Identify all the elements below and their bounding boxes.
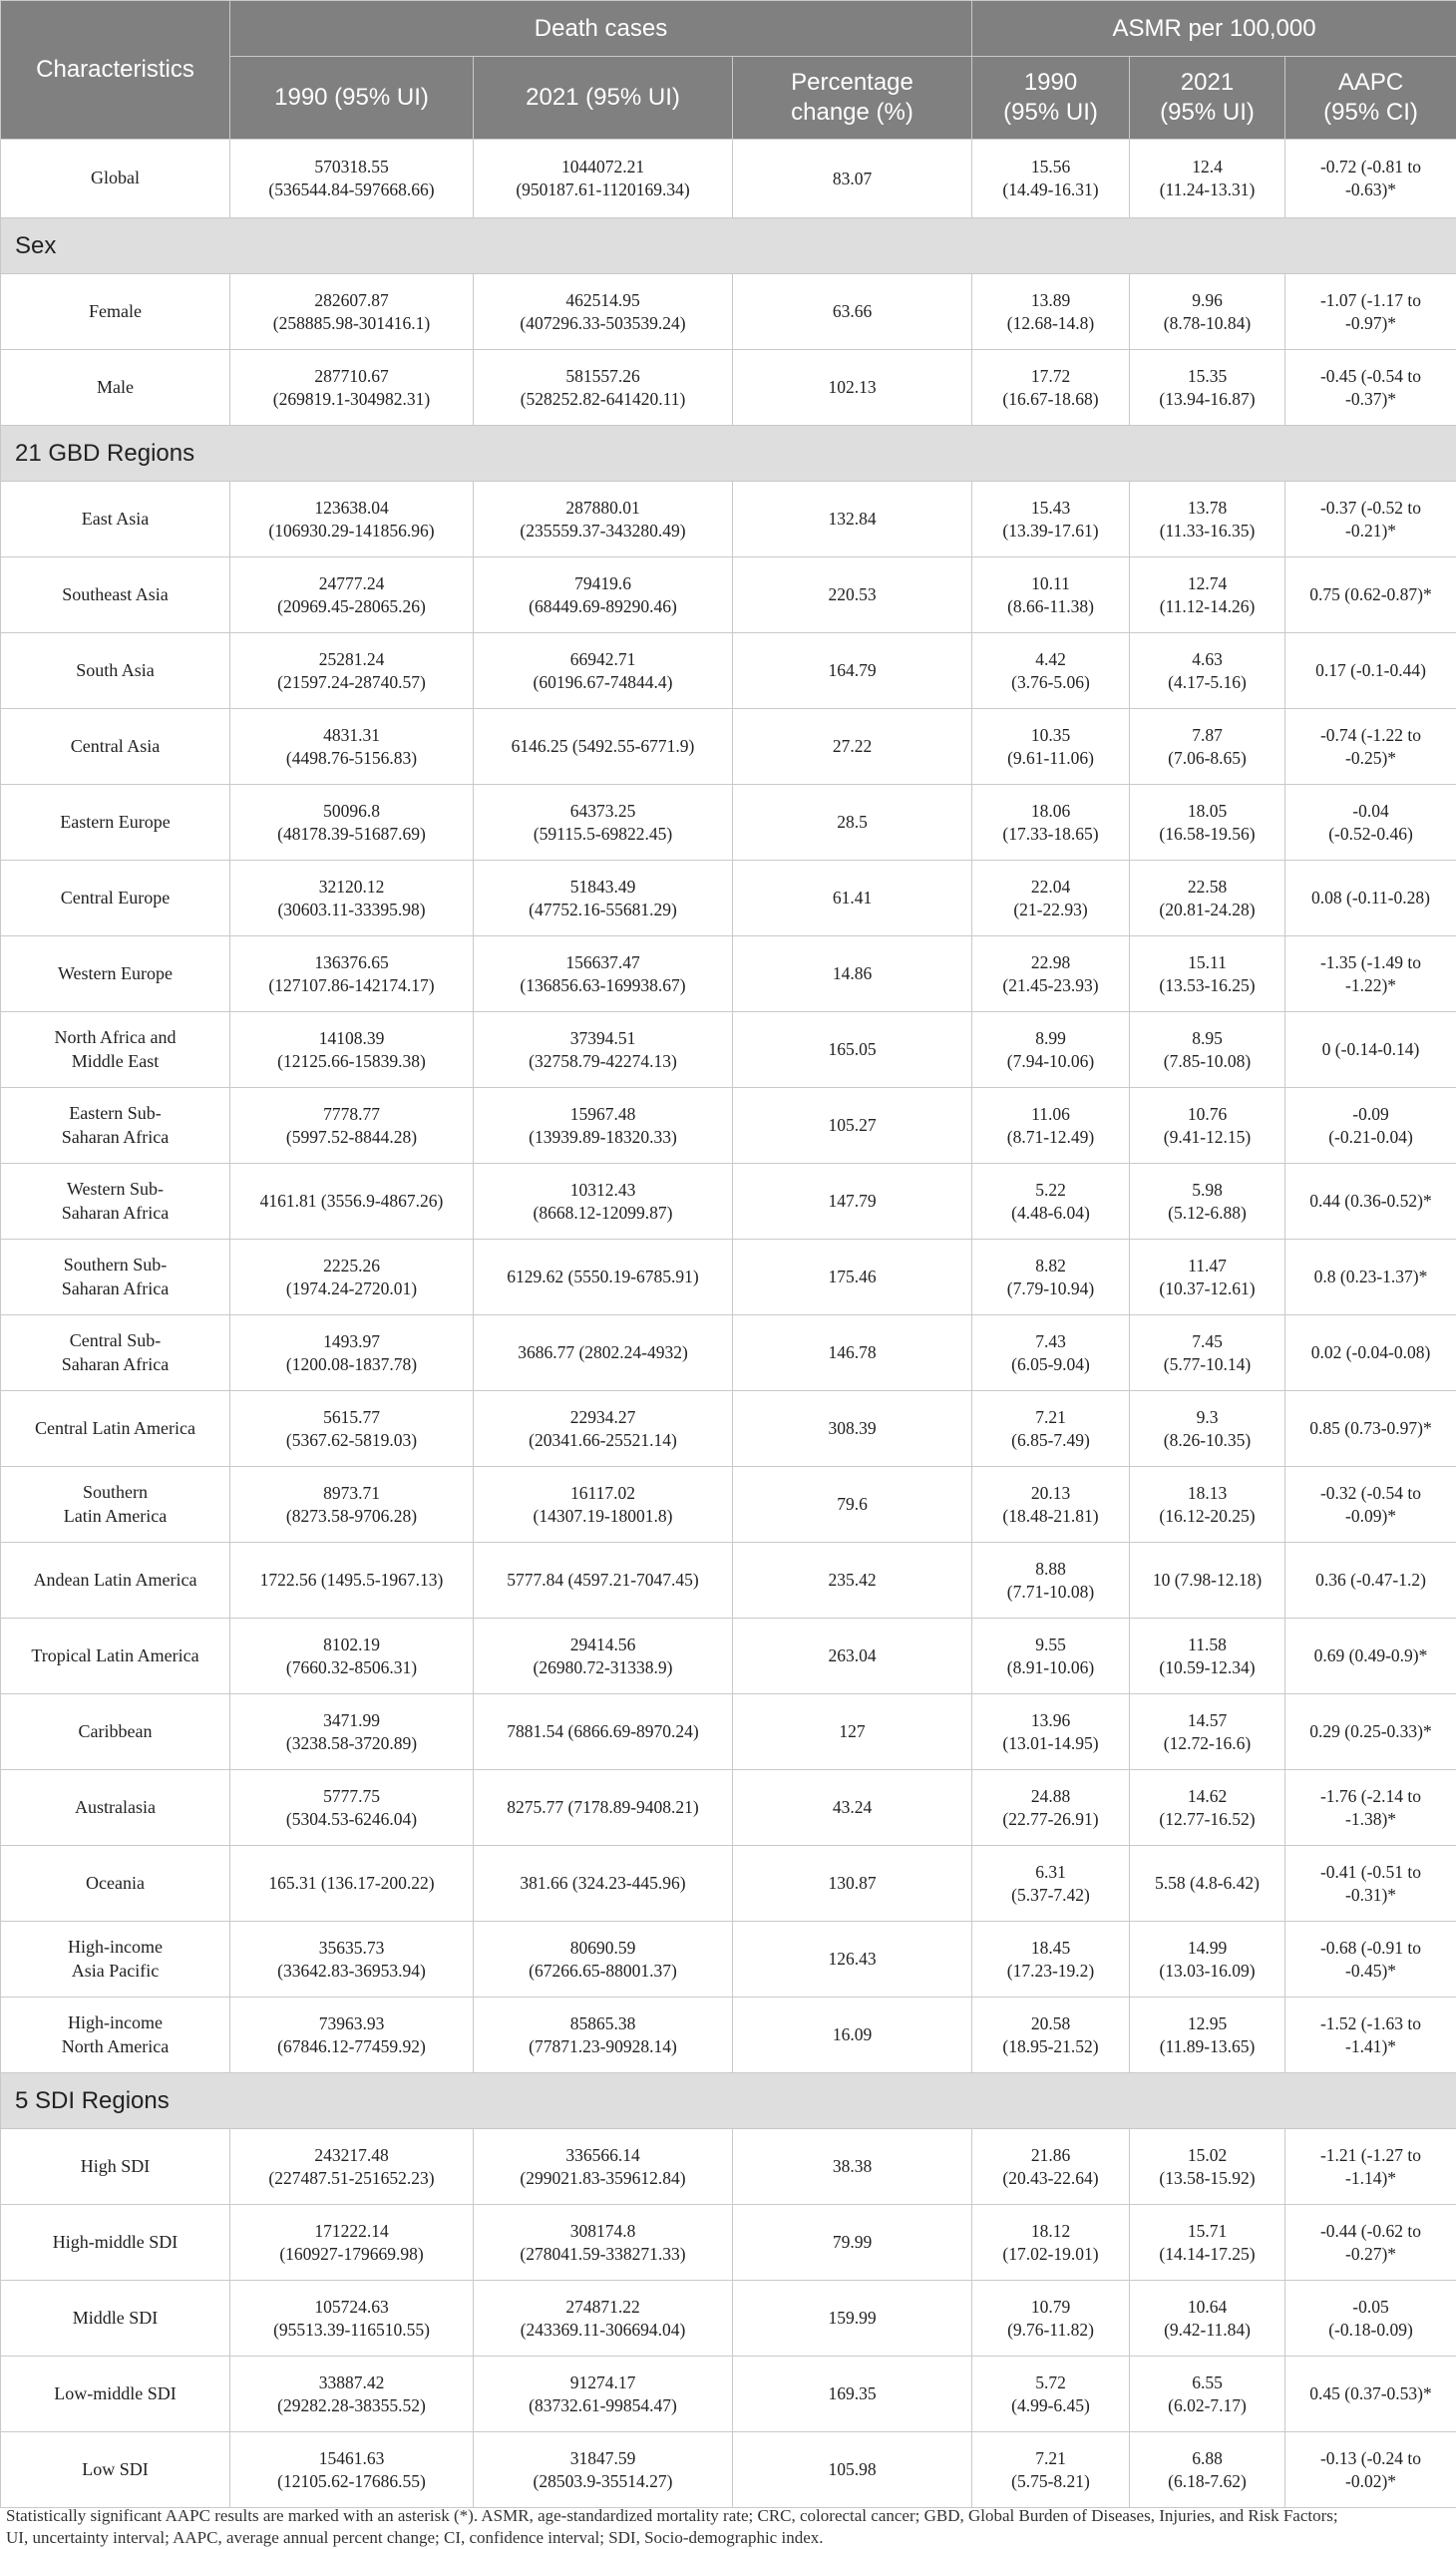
table-footnote [6, 2505, 1452, 2549]
asmr-1990-cell: 13.96 (13.01-14.95) [972, 1694, 1130, 1770]
percentage-change-cell: 27.22 [733, 709, 972, 785]
characteristic-cell: Western Sub- Saharan Africa [1, 1164, 230, 1240]
aapc-cell: -1.07 (-1.17 to -0.97)* [1285, 274, 1456, 350]
asmr-1990-cell: 5.22 (4.48-6.04) [972, 1164, 1130, 1240]
percentage-change-cell: 61.41 [733, 861, 972, 936]
table-row-south-asia [1, 633, 1456, 709]
deaths-2021-cell: 6146.25 (5492.55-6771.9) [474, 709, 733, 785]
characteristic-cell: Australasia [1, 1770, 230, 1846]
aapc-cell: 0.85 (0.73-0.97)* [1285, 1391, 1456, 1467]
aapc-cell: 0.08 (-0.11-0.28) [1285, 861, 1456, 936]
aapc-cell: -1.52 (-1.63 to -1.41)* [1285, 1998, 1456, 2073]
characteristic-cell: High-income Asia Pacific [1, 1922, 230, 1998]
deaths-2021-cell: 22934.27 (20341.66-25521.14) [474, 1391, 733, 1467]
characteristic-cell: Central Europe [1, 861, 230, 936]
aapc-cell: 0.8 (0.23-1.37)* [1285, 1240, 1456, 1315]
characteristic-cell: Oceania [1, 1846, 230, 1922]
characteristic-cell: Caribbean [1, 1694, 230, 1770]
table-row-low-middle-sdi [1, 2357, 1456, 2432]
section-label: 5 SDI Regions [1, 2073, 1456, 2129]
aapc-cell: -0.68 (-0.91 to -0.45)* [1285, 1922, 1456, 1998]
percentage-change-cell: 102.13 [733, 350, 972, 426]
header-deaths-2021: 2021 (95% UI) [474, 57, 733, 140]
deaths-2021-cell: 64373.25 (59115.5-69822.45) [474, 785, 733, 861]
deaths-2021-cell: 80690.59 (67266.65-88001.37) [474, 1922, 733, 1998]
asmr-2021-cell: 15.11 (13.53-16.25) [1130, 936, 1285, 1012]
section-row-sex [1, 218, 1456, 274]
table-row-nafme [1, 1012, 1456, 1088]
deaths-1990-cell: 136376.65 (127107.86-142174.17) [230, 936, 474, 1012]
table-body [1, 140, 1456, 2508]
deaths-2021-cell: 156637.47 (136856.63-169938.67) [474, 936, 733, 1012]
asmr-2021-cell: 8.95 (7.85-10.08) [1130, 1012, 1285, 1088]
characteristic-cell: Eastern Europe [1, 785, 230, 861]
table-row-middle-sdi [1, 2281, 1456, 2357]
deaths-1990-cell: 165.31 (136.17-200.22) [230, 1846, 474, 1922]
asmr-1990-cell: 22.98 (21.45-23.93) [972, 936, 1130, 1012]
table-header [1, 1, 1456, 140]
table-row-central-la [1, 1391, 1456, 1467]
table-row-high-sdi [1, 2129, 1456, 2205]
aapc-cell: 0.36 (-0.47-1.2) [1285, 1543, 1456, 1619]
characteristic-cell: High-middle SDI [1, 2205, 230, 2281]
characteristic-cell: South Asia [1, 633, 230, 709]
table-row-central-ssa [1, 1315, 1456, 1391]
percentage-change-cell: 308.39 [733, 1391, 972, 1467]
aapc-cell: -0.45 (-0.54 to -0.37)* [1285, 350, 1456, 426]
deaths-1990-cell: 3471.99 (3238.58-3720.89) [230, 1694, 474, 1770]
percentage-change-cell: 28.5 [733, 785, 972, 861]
deaths-2021-cell: 6129.62 (5550.19-6785.91) [474, 1240, 733, 1315]
deaths-1990-cell: 73963.93 (67846.12-77459.92) [230, 1998, 474, 2073]
aapc-cell: -0.09 (-0.21-0.04) [1285, 1088, 1456, 1164]
deaths-2021-cell: 79419.6 (68449.69-89290.46) [474, 557, 733, 633]
deaths-1990-cell: 5777.75 (5304.53-6246.04) [230, 1770, 474, 1846]
deaths-2021-cell: 1044072.21 (950187.61-1120169.34) [474, 140, 733, 218]
percentage-change-cell: 105.98 [733, 2432, 972, 2508]
header-death-cases: Death cases [230, 1, 972, 57]
table-row-southern-ssa [1, 1240, 1456, 1315]
characteristic-cell: Andean Latin America [1, 1543, 230, 1619]
aapc-cell: 0.29 (0.25-0.33)* [1285, 1694, 1456, 1770]
table-row-andean-la [1, 1543, 1456, 1619]
asmr-1990-cell: 8.82 (7.79-10.94) [972, 1240, 1130, 1315]
header-percentage-change: Percentage change (%) [733, 57, 972, 140]
percentage-change-cell: 169.35 [733, 2357, 972, 2432]
deaths-1990-cell: 24777.24 (20969.45-28065.26) [230, 557, 474, 633]
asmr-1990-cell: 20.13 (18.48-21.81) [972, 1467, 1130, 1543]
deaths-1990-cell: 15461.63 (12105.62-17686.55) [230, 2432, 474, 2508]
asmr-2021-cell: 12.74 (11.12-14.26) [1130, 557, 1285, 633]
deaths-1990-cell: 8973.71 (8273.58-9706.28) [230, 1467, 474, 1543]
deaths-2021-cell: 15967.48 (13939.89-18320.33) [474, 1088, 733, 1164]
aapc-cell: 0.44 (0.36-0.52)* [1285, 1164, 1456, 1240]
asmr-2021-cell: 12.95 (11.89-13.65) [1130, 1998, 1285, 2073]
aapc-cell: 0.02 (-0.04-0.08) [1285, 1315, 1456, 1391]
deaths-2021-cell: 5777.84 (4597.21-7047.45) [474, 1543, 733, 1619]
characteristic-cell: Female [1, 274, 230, 350]
asmr-1990-cell: 4.42 (3.76-5.06) [972, 633, 1130, 709]
table-row-low-sdi [1, 2432, 1456, 2508]
aapc-cell: -1.76 (-2.14 to -1.38)* [1285, 1770, 1456, 1846]
deaths-2021-cell: 85865.38 (77871.23-90928.14) [474, 1998, 733, 2073]
percentage-change-cell: 14.86 [733, 936, 972, 1012]
table-row-western-ssa [1, 1164, 1456, 1240]
asmr-2021-cell: 22.58 (20.81-24.28) [1130, 861, 1285, 936]
aapc-cell: 0.17 (-0.1-0.44) [1285, 633, 1456, 709]
asmr-2021-cell: 18.13 (16.12-20.25) [1130, 1467, 1285, 1543]
characteristic-cell: Western Europe [1, 936, 230, 1012]
deaths-1990-cell: 123638.04 (106930.29-141856.96) [230, 482, 474, 557]
asmr-1990-cell: 10.11 (8.66-11.38) [972, 557, 1130, 633]
asmr-2021-cell: 10.76 (9.41-12.15) [1130, 1088, 1285, 1164]
percentage-change-cell: 126.43 [733, 1922, 972, 1998]
deaths-1990-cell: 1722.56 (1495.5-1967.13) [230, 1543, 474, 1619]
percentage-change-cell: 127 [733, 1694, 972, 1770]
characteristic-cell: Tropical Latin America [1, 1619, 230, 1694]
table-row-australasia [1, 1770, 1456, 1846]
percentage-change-cell: 263.04 [733, 1619, 972, 1694]
aapc-cell: -0.44 (-0.62 to -0.27)* [1285, 2205, 1456, 2281]
header-deaths-1990: 1990 (95% UI) [230, 57, 474, 140]
percentage-change-cell: 147.79 [733, 1164, 972, 1240]
characteristic-cell: High SDI [1, 2129, 230, 2205]
percentage-change-cell: 16.09 [733, 1998, 972, 2073]
percentage-change-cell: 220.53 [733, 557, 972, 633]
asmr-1990-cell: 24.88 (22.77-26.91) [972, 1770, 1130, 1846]
deaths-2021-cell: 37394.51 (32758.79-42274.13) [474, 1012, 733, 1088]
deaths-1990-cell: 5615.77 (5367.62-5819.03) [230, 1391, 474, 1467]
table-row-central-europe [1, 861, 1456, 936]
deaths-1990-cell: 243217.48 (227487.51-251652.23) [230, 2129, 474, 2205]
header-characteristics: Characteristics [1, 1, 230, 140]
table-row-hi-north-america [1, 1998, 1456, 2073]
table-row-oceania [1, 1846, 1456, 1922]
table-row-east-asia [1, 482, 1456, 557]
asmr-1990-cell: 10.79 (9.76-11.82) [972, 2281, 1130, 2357]
deaths-1990-cell: 4831.31 (4498.76-5156.83) [230, 709, 474, 785]
asmr-2021-cell: 6.88 (6.18-7.62) [1130, 2432, 1285, 2508]
deaths-1990-cell: 287710.67 (269819.1-304982.31) [230, 350, 474, 426]
table-row-female [1, 274, 1456, 350]
aapc-cell: -0.05 (-0.18-0.09) [1285, 2281, 1456, 2357]
percentage-change-cell: 63.66 [733, 274, 972, 350]
percentage-change-cell: 130.87 [733, 1846, 972, 1922]
deaths-2021-cell: 287880.01 (235559.37-343280.49) [474, 482, 733, 557]
deaths-1990-cell: 171222.14 (160927-179669.98) [230, 2205, 474, 2281]
aapc-cell: -1.21 (-1.27 to -1.14)* [1285, 2129, 1456, 2205]
footnote-line-2: UI, uncertainty interval; AAPC, average annual percent change; CI, confidence interval; SDI, Socio-demographic index. [6, 2527, 1452, 2549]
deaths-2021-cell: 16117.02 (14307.19-18001.8) [474, 1467, 733, 1543]
section-row-gbd [1, 426, 1456, 482]
asmr-2021-cell: 14.62 (12.77-16.52) [1130, 1770, 1285, 1846]
asmr-2021-cell: 6.55 (6.02-7.17) [1130, 2357, 1285, 2432]
table-row-hi-asia-pacific [1, 1922, 1456, 1998]
section-row-sdi [1, 2073, 1456, 2129]
asmr-2021-cell: 5.98 (5.12-6.88) [1130, 1164, 1285, 1240]
deaths-1990-cell: 7778.77 (5997.52-8844.28) [230, 1088, 474, 1164]
table-row-tropical-la [1, 1619, 1456, 1694]
asmr-1990-cell: 22.04 (21-22.93) [972, 861, 1130, 936]
table-row-male [1, 350, 1456, 426]
asmr-2021-cell: 11.58 (10.59-12.34) [1130, 1619, 1285, 1694]
asmr-1990-cell: 18.06 (17.33-18.65) [972, 785, 1130, 861]
asmr-2021-cell: 15.02 (13.58-15.92) [1130, 2129, 1285, 2205]
asmr-1990-cell: 5.72 (4.99-6.45) [972, 2357, 1130, 2432]
table-row-central-asia [1, 709, 1456, 785]
asmr-2021-cell: 15.35 (13.94-16.87) [1130, 350, 1285, 426]
percentage-change-cell: 79.99 [733, 2205, 972, 2281]
deaths-1990-cell: 8102.19 (7660.32-8506.31) [230, 1619, 474, 1694]
characteristic-cell: Male [1, 350, 230, 426]
table-row-eastern-ssa [1, 1088, 1456, 1164]
deaths-1990-cell: 35635.73 (33642.83-36953.94) [230, 1922, 474, 1998]
asmr-1990-cell: 7.21 (6.85-7.49) [972, 1391, 1130, 1467]
characteristic-cell: Eastern Sub- Saharan Africa [1, 1088, 230, 1164]
asmr-1990-cell: 13.89 (12.68-14.8) [972, 274, 1130, 350]
asmr-2021-cell: 7.45 (5.77-10.14) [1130, 1315, 1285, 1391]
asmr-2021-cell: 11.47 (10.37-12.61) [1130, 1240, 1285, 1315]
characteristic-cell: Low SDI [1, 2432, 230, 2508]
deaths-1990-cell: 282607.87 (258885.98-301416.1) [230, 274, 474, 350]
header-asmr-2021: 2021 (95% UI) [1130, 57, 1285, 140]
deaths-2021-cell: 581557.26 (528252.82-641420.11) [474, 350, 733, 426]
asmr-1990-cell: 10.35 (9.61-11.06) [972, 709, 1130, 785]
asmr-2021-cell: 10.64 (9.42-11.84) [1130, 2281, 1285, 2357]
asmr-1990-cell: 18.12 (17.02-19.01) [972, 2205, 1130, 2281]
asmr-2021-cell: 13.78 (11.33-16.35) [1130, 482, 1285, 557]
deaths-2021-cell: 308174.8 (278041.59-338271.33) [474, 2205, 733, 2281]
deaths-1990-cell: 14108.39 (12125.66-15839.38) [230, 1012, 474, 1088]
percentage-change-cell: 132.84 [733, 482, 972, 557]
asmr-1990-cell: 7.21 (5.75-8.21) [972, 2432, 1130, 2508]
aapc-cell: -0.13 (-0.24 to -0.02)* [1285, 2432, 1456, 2508]
deaths-2021-cell: 51843.49 (47752.16-55681.29) [474, 861, 733, 936]
table-row-caribbean [1, 1694, 1456, 1770]
table-row-eastern-europe [1, 785, 1456, 861]
aapc-cell: -0.37 (-0.52 to -0.21)* [1285, 482, 1456, 557]
characteristic-cell: Southeast Asia [1, 557, 230, 633]
table-row-western-europe [1, 936, 1456, 1012]
deaths-1990-cell: 32120.12 (30603.11-33395.98) [230, 861, 474, 936]
percentage-change-cell: 79.6 [733, 1467, 972, 1543]
asmr-2021-cell: 9.96 (8.78-10.84) [1130, 274, 1285, 350]
asmr-1990-cell: 8.99 (7.94-10.06) [972, 1012, 1130, 1088]
deaths-2021-cell: 3686.77 (2802.24-4932) [474, 1315, 733, 1391]
deaths-2021-cell: 31847.59 (28503.9-35514.27) [474, 2432, 733, 2508]
asmr-2021-cell: 10 (7.98-12.18) [1130, 1543, 1285, 1619]
characteristic-cell: North Africa and Middle East [1, 1012, 230, 1088]
aapc-cell: 0.75 (0.62-0.87)* [1285, 557, 1456, 633]
table-row-southeast-asia [1, 557, 1456, 633]
percentage-change-cell: 38.38 [733, 2129, 972, 2205]
characteristic-cell: Southern Latin America [1, 1467, 230, 1543]
percentage-change-cell: 165.05 [733, 1012, 972, 1088]
asmr-1990-cell: 9.55 (8.91-10.06) [972, 1619, 1130, 1694]
characteristic-cell: Middle SDI [1, 2281, 230, 2357]
asmr-1990-cell: 7.43 (6.05-9.04) [972, 1315, 1130, 1391]
section-label: 21 GBD Regions [1, 426, 1456, 482]
asmr-1990-cell: 18.45 (17.23-19.2) [972, 1922, 1130, 1998]
asmr-2021-cell: 9.3 (8.26-10.35) [1130, 1391, 1285, 1467]
asmr-2021-cell: 15.71 (14.14-17.25) [1130, 2205, 1285, 2281]
deaths-1990-cell: 570318.55 (536544.84-597668.66) [230, 140, 474, 218]
deaths-1990-cell: 50096.8 (48178.39-51687.69) [230, 785, 474, 861]
deaths-1990-cell: 105724.63 (95513.39-116510.55) [230, 2281, 474, 2357]
characteristic-cell: Southern Sub- Saharan Africa [1, 1240, 230, 1315]
asmr-2021-cell: 12.4 (11.24-13.31) [1130, 140, 1285, 218]
asmr-1990-cell: 21.86 (20.43-22.64) [972, 2129, 1130, 2205]
table-row-global [1, 140, 1456, 218]
asmr-1990-cell: 8.88 (7.71-10.08) [972, 1543, 1130, 1619]
deaths-1990-cell: 25281.24 (21597.24-28740.57) [230, 633, 474, 709]
aapc-cell: 0.45 (0.37-0.53)* [1285, 2357, 1456, 2432]
deaths-2021-cell: 8275.77 (7178.89-9408.21) [474, 1770, 733, 1846]
asmr-1990-cell: 17.72 (16.67-18.68) [972, 350, 1130, 426]
asmr-1990-cell: 15.56 (14.49-16.31) [972, 140, 1130, 218]
characteristic-cell: East Asia [1, 482, 230, 557]
percentage-change-cell: 43.24 [733, 1770, 972, 1846]
percentage-change-cell: 164.79 [733, 633, 972, 709]
deaths-2021-cell: 91274.17 (83732.61-99854.47) [474, 2357, 733, 2432]
percentage-change-cell: 105.27 [733, 1088, 972, 1164]
characteristic-cell: Central Latin America [1, 1391, 230, 1467]
section-label: Sex [1, 218, 1456, 274]
asmr-1990-cell: 20.58 (18.95-21.52) [972, 1998, 1130, 2073]
aapc-cell: 0.69 (0.49-0.9)* [1285, 1619, 1456, 1694]
deaths-1990-cell: 4161.81 (3556.9-4867.26) [230, 1164, 474, 1240]
characteristic-cell: High-income North America [1, 1998, 230, 2073]
deaths-1990-cell: 2225.26 (1974.24-2720.01) [230, 1240, 474, 1315]
asmr-2021-cell: 4.63 (4.17-5.16) [1130, 633, 1285, 709]
asmr-1990-cell: 15.43 (13.39-17.61) [972, 482, 1130, 557]
percentage-change-cell: 146.78 [733, 1315, 972, 1391]
deaths-2021-cell: 7881.54 (6866.69-8970.24) [474, 1694, 733, 1770]
deaths-2021-cell: 462514.95 (407296.33-503539.24) [474, 274, 733, 350]
aapc-cell: -0.72 (-0.81 to -0.63)* [1285, 140, 1456, 218]
aapc-cell: -1.35 (-1.49 to -1.22)* [1285, 936, 1456, 1012]
deaths-2021-cell: 381.66 (324.23-445.96) [474, 1846, 733, 1922]
asmr-2021-cell: 14.57 (12.72-16.6) [1130, 1694, 1285, 1770]
asmr-2021-cell: 7.87 (7.06-8.65) [1130, 709, 1285, 785]
header-aapc: AAPC (95% CI) [1285, 57, 1456, 140]
percentage-change-cell: 235.42 [733, 1543, 972, 1619]
asmr-1990-cell: 11.06 (8.71-12.49) [972, 1088, 1130, 1164]
deaths-2021-cell: 336566.14 (299021.83-359612.84) [474, 2129, 733, 2205]
asmr-2021-cell: 18.05 (16.58-19.56) [1130, 785, 1285, 861]
deaths-2021-cell: 10312.43 (8668.12-12099.87) [474, 1164, 733, 1240]
footnote-line-1: Statistically significant AAPC results are marked with an asterisk (*). ASMR, age-standardized mortality rate; CRC, colorectal cancer; GBD, Global Burden of Diseases, Injuries, and Risk Factors; [6, 2505, 1452, 2527]
header-asmr-1990: 1990 (95% UI) [972, 57, 1130, 140]
aapc-cell: -0.74 (-1.22 to -0.25)* [1285, 709, 1456, 785]
table-row-high-middle-sdi [1, 2205, 1456, 2281]
asmr-2021-cell: 5.58 (4.8-6.42) [1130, 1846, 1285, 1922]
percentage-change-cell: 159.99 [733, 2281, 972, 2357]
asmr-2021-cell: 14.99 (13.03-16.09) [1130, 1922, 1285, 1998]
percentage-change-cell: 175.46 [733, 1240, 972, 1315]
deaths-1990-cell: 33887.42 (29282.28-38355.52) [230, 2357, 474, 2432]
deaths-2021-cell: 274871.22 (243369.11-306694.04) [474, 2281, 733, 2357]
aapc-cell: 0 (-0.14-0.14) [1285, 1012, 1456, 1088]
characteristic-cell: Central Sub- Saharan Africa [1, 1315, 230, 1391]
characteristic-cell: Low-middle SDI [1, 2357, 230, 2432]
header-asmr: ASMR per 100,000 [972, 1, 1456, 57]
characteristic-cell: Global [1, 140, 230, 218]
percentage-change-cell: 83.07 [733, 140, 972, 218]
aapc-cell: -0.32 (-0.54 to -0.09)* [1285, 1467, 1456, 1543]
characteristic-cell: Central Asia [1, 709, 230, 785]
deaths-2021-cell: 66942.71 (60196.67-74844.4) [474, 633, 733, 709]
table-row-southern-la [1, 1467, 1456, 1543]
deaths-2021-cell: 29414.56 (26980.72-31338.9) [474, 1619, 733, 1694]
deaths-1990-cell: 1493.97 (1200.08-1837.78) [230, 1315, 474, 1391]
aapc-cell: -0.41 (-0.51 to -0.31)* [1285, 1846, 1456, 1922]
asmr-1990-cell: 6.31 (5.37-7.42) [972, 1846, 1130, 1922]
aapc-cell: -0.04 (-0.52-0.46) [1285, 785, 1456, 861]
